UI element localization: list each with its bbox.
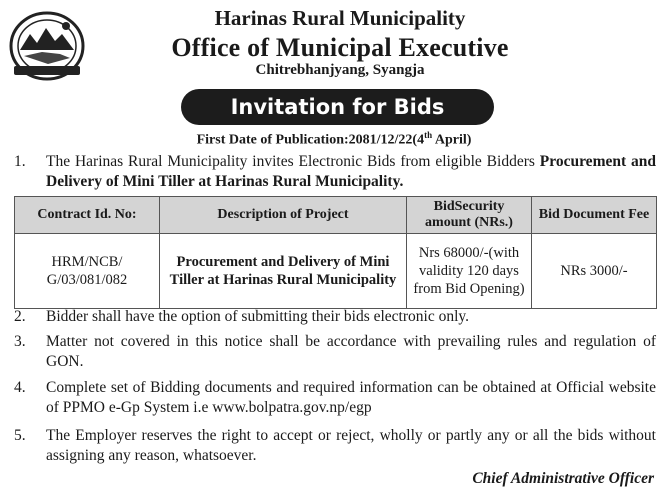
bid-details-table bbox=[14, 196, 657, 309]
table-row bbox=[15, 234, 657, 309]
item-text: Matter not covered in this notice shall be accordance with prevailing rules and regulation of GON. bbox=[46, 333, 656, 370]
item-text: The Employer reserves the right to accept or reject, wholly or partly any or all the bids without assigning any reason, whatsoever. bbox=[46, 427, 656, 464]
office-name: Office of Municipal Executive bbox=[171, 33, 509, 62]
item-text-bold: Procurement and Delivery of Mini Tiller at Harinas Rural Municipality. bbox=[46, 153, 656, 190]
notice-item-1 bbox=[14, 152, 656, 192]
emblem-ribbon bbox=[14, 66, 80, 75]
header-contract-id: Contract Id. No: bbox=[15, 197, 160, 234]
notice-item-4 bbox=[14, 378, 656, 418]
emblem-map bbox=[24, 52, 70, 64]
emblem-mountains bbox=[20, 28, 74, 50]
item-text: Complete set of Bidding documents and required information can be obtained at Official website of PPMO e-Gp System i.e www.bolpatra.gov.np/egp bbox=[46, 379, 656, 416]
header-description: Description of Project bbox=[160, 197, 407, 234]
municipality-emblem bbox=[8, 10, 86, 82]
item-text-regular: The Harinas Rural Municipality invites Electronic Bids from eligible Bidders bbox=[46, 153, 535, 170]
header-document-fee: Bid Document Fee bbox=[532, 197, 657, 234]
municipality-name: Harinas Rural Municipality bbox=[214, 6, 466, 30]
notice-title-banner: Invitation for Bids bbox=[181, 89, 494, 125]
cell-bid-security: Nrs 68000/-(with validity 120 days from Bid Opening) bbox=[407, 234, 532, 309]
cell-contract-id: HRM/NCB/ G/03/081/082 bbox=[15, 234, 160, 309]
item-number: 2. bbox=[14, 308, 26, 325]
notice-item-3 bbox=[14, 332, 656, 372]
item-number: 3. bbox=[14, 333, 26, 350]
item-text bbox=[46, 152, 656, 192]
office-address: Chitrebhanjyang, Syangja bbox=[255, 62, 425, 78]
item-number: 5. bbox=[14, 427, 26, 444]
publication-date-prefix: First Date of Publication:2081/12/22(4 bbox=[196, 132, 425, 148]
publication-date-superscript: th bbox=[424, 130, 433, 140]
signatory-title: Chief Administrative Officer bbox=[472, 470, 654, 487]
notice-item-2 bbox=[14, 307, 656, 327]
item-number: 4. bbox=[14, 379, 26, 396]
cell-description: Procurement and Delivery of Mini Tiller at Harinas Rural Municipality bbox=[160, 234, 407, 309]
cell-document-fee: NRs 3000/- bbox=[532, 234, 657, 309]
item-number: 1. bbox=[14, 153, 26, 170]
publication-date-suffix: April) bbox=[432, 132, 472, 148]
item-text: Bidder shall have the option of submitting their bids electronic only. bbox=[46, 308, 470, 325]
table-header-row bbox=[15, 197, 657, 234]
notice-item-5 bbox=[14, 426, 656, 466]
header-bid-security: BidSecurity amount (NRs.) bbox=[407, 197, 532, 234]
emblem-sun bbox=[62, 22, 70, 30]
publication-date bbox=[0, 130, 668, 149]
